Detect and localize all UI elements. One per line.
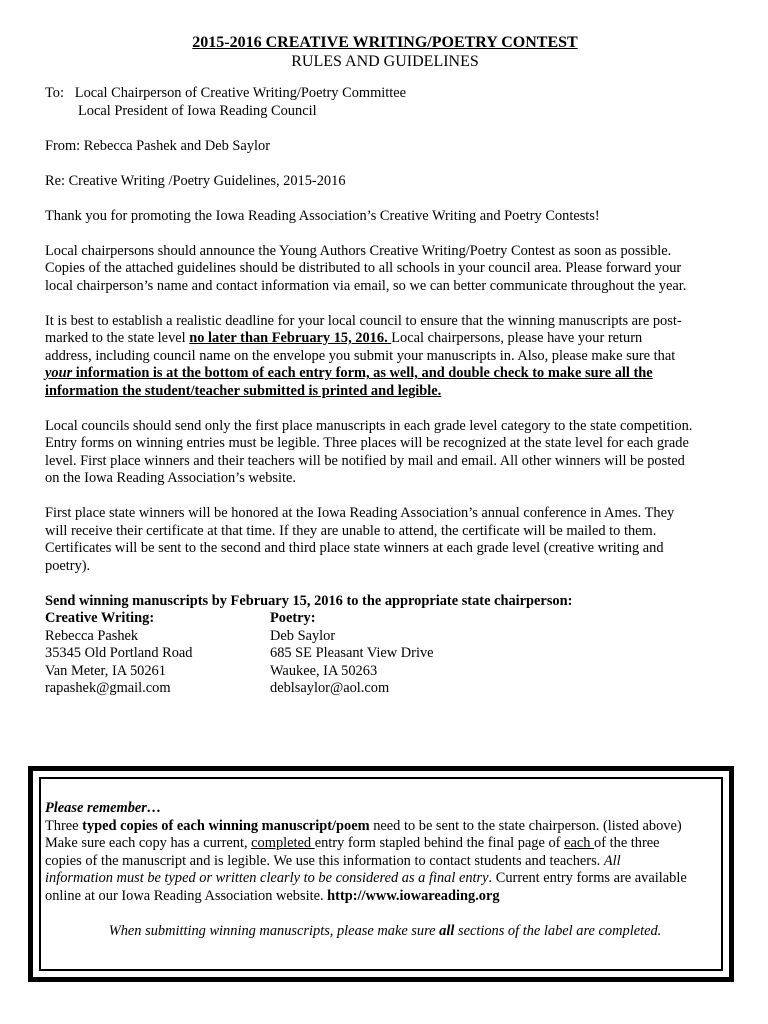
text-line [45,853,725,871]
text-line: level. First place winners and their teachers will be notified by mail and email. All other winners will be posted [45,452,685,469]
paragraph-local-councils [45,418,725,488]
thanks-line: Thank you for promoting the Iowa Reading Association’s Creative Writing and Poetry Contests! [45,207,600,224]
paragraph-deadline [45,313,725,401]
deadline-emphasis: no later than February 15, 2016. [189,330,392,346]
text-line: First place state winners will be honored at the Iowa Reading Association’s annual conference in Ames. They [45,505,675,521]
text-run: typed copies of each winning manuscript/poem [82,817,370,834]
contacts [45,610,725,698]
text-line: will receive their certificate at that time. If they are unable to attend, the certificate will be mailed to them. [45,522,657,539]
text-run: Three [45,817,83,834]
paragraph-winners [45,505,725,575]
contact-email[interactable]: deblsaylor@aol.com [270,680,390,696]
text-run: need to be sent to the state chairperson. (listed above) [369,817,682,834]
contact-poetry [270,610,570,698]
text-run: completed [251,835,315,851]
text-line: local chairperson’s name and contact information via email, so we can better communicate throughout the year. [45,277,687,294]
text-line: poetry). [45,557,91,574]
contact-heading: Creative Writing: [45,610,155,626]
text-run: information is at the bottom of each entry form, as well, and double check to make sure all the [72,365,653,381]
contact-email[interactable]: rapashek@gmail.com [45,680,171,696]
text-run: sections of the label are completed. [454,922,662,939]
text-run: your [45,365,73,381]
text-line: Local councils should send only the first place manuscripts in each grade level category to the state competition. [45,417,693,434]
text-run: online at our Iowa Reading Association website. [45,887,328,904]
contact-city: Waukee, IA 50263 [270,662,378,679]
page-title: 2015-2016 CREATIVE WRITING/POETRY CONTEST [192,34,578,51]
text-run: address, including council name on the envelope you submit your manuscripts in. Also, please make sure that [45,347,676,364]
contact-city: Van Meter, IA 50261 [45,662,166,679]
from-line: From: Rebecca Pashek and Deb Saylor [45,137,270,154]
text-run: of the three [594,835,660,851]
text-run: copies of the manuscript and is legible. We use this information to contact students and teachers. [45,852,604,869]
text-line [45,818,725,836]
text-run: each [564,835,595,851]
reminder-heading: Please remember… [45,800,162,816]
text-line: Copies of the attached guidelines should be distributed to all schools in your council area. Please forward your [45,260,682,276]
text-line [45,835,725,853]
text-run: Make sure each copy has a current, [45,835,252,851]
text-run: information must be typed or written clearly to be considered as a final entry [45,870,489,886]
text-line [45,330,725,348]
document-body [45,33,725,698]
text-line [45,888,725,906]
text-run: . Current entry forms are available [488,870,687,886]
send-heading: Send winning manuscripts by February 15, 2016 to the appropriate state chairperson: [45,592,573,609]
text-line [45,870,725,888]
text-run: entry form stapled behind the final page of [314,835,565,851]
text-line: It is best to establish a realistic deadline for your local council to ensure that the winning manuscripts are post- [45,312,682,329]
contact-creative-writing [45,610,270,698]
contact-heading: Poetry: [270,610,316,626]
text-line: Local chairpersons should announce the Young Authors Creative Writing/Poetry Contest as soon as possible. [45,242,672,259]
contact-street: 35345 Old Portland Road [45,645,193,661]
text-line [45,365,725,383]
text-line [45,348,725,366]
contact-street: 685 SE Pleasant View Drive [270,645,434,661]
to-recipient-1: Local Chairperson of Creative Writing/Poetry Committee [74,85,407,101]
to-recipient-2: Local President of Iowa Reading Council [78,102,317,119]
to-label: To: [45,85,64,101]
text-run: marked to the state level [45,330,190,346]
contact-name: Rebecca Pashek [45,627,139,644]
text-run: Local chairpersons, please have your return [391,330,643,346]
text-line: Entry forms on winning entries must be legible. Three places will be recognized at the state level for each grade [45,435,689,451]
final-note [45,923,725,941]
text-run: All [603,852,621,869]
text-line: on the Iowa Reading Association’s website. [45,470,296,486]
page-subtitle: RULES AND GUIDELINES [291,53,479,70]
re-line: Re: Creative Writing /Poetry Guidelines, 2015-2016 [45,172,346,189]
text-line: Certificates will be sent to the second and third place state winners at each grade level (creative writing and [45,540,664,556]
text-run: all [439,922,455,939]
contact-name: Deb Saylor [270,627,336,644]
paragraph-announce [45,243,725,296]
website-link[interactable]: http://www.iowareading.org [327,887,500,904]
text-run: When submitting winning manuscripts, please make sure [108,922,440,939]
reminder-box [45,800,725,940]
to-line-1 [45,85,725,103]
text-line: information the student/teacher submitted is printed and legible. [45,382,442,399]
